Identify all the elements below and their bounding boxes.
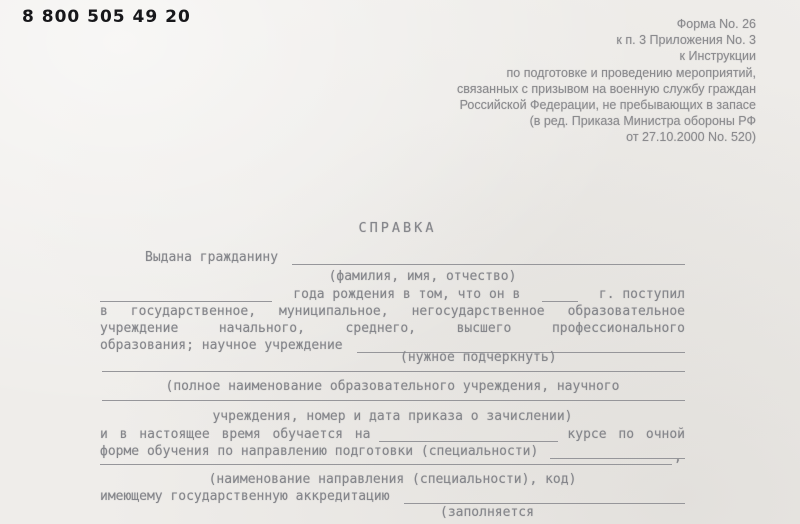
accreditation-blank-field (404, 489, 685, 504)
institution-type-line-1: в государственное, муниципальное, негосударственное образовательное (100, 304, 685, 319)
birth-year-line (100, 287, 685, 304)
institution-type-line-2: учреждение начального, среднего, высшего профессионального (100, 321, 685, 336)
course-line (100, 427, 685, 444)
document-body (100, 0, 685, 524)
specialty-label: форме обучения по направлению подготовки (специальности) (100, 444, 539, 459)
form-header-line: Форма No. 26 (676, 17, 756, 31)
issued-to-label: Выдана гражданину (145, 250, 279, 265)
form-header-line: к Инструкции (679, 49, 756, 64)
phone-number-watermark: 8 800 505 49 20 (22, 7, 191, 27)
institution-name-hint-line-2: учреждения, номер и дата приказа о зачислении) (212, 409, 573, 424)
comma-text: , (674, 450, 682, 465)
institution-name-blank-field-2 (102, 400, 685, 401)
accreditation-label: имеющему государственную аккредитацию (100, 489, 390, 504)
form-header-line: Российской Федерации, не пребывающих в запасе (459, 98, 756, 113)
name-blank-field (292, 250, 685, 265)
fio-hint: (фамилия, имя, отчество) (328, 269, 517, 284)
form-header-line: по подготовке и проведению мероприятий, (506, 65, 756, 80)
form-header-line: (в ред. Приказа Министра обороны РФ (529, 114, 756, 129)
bottom-hint-line (100, 505, 800, 522)
course-blank-field (379, 427, 558, 442)
birth-year-text: года рождения в том, что он в (293, 287, 521, 302)
specialty-hint-line: (наименование направления (специальности), код) (208, 472, 577, 487)
document-title: СПРАВКА (358, 220, 437, 236)
admission-year-blank-field (542, 287, 578, 302)
issued-to-line (100, 250, 685, 267)
form-header-line: от 27.10.2000 No. 520) (626, 130, 756, 145)
institution-name-hint-line-1: (полное наименование образовательного учреждения, научного (165, 379, 620, 394)
underline-hint: (нужное подчеркнуть) (400, 350, 557, 365)
fio-hint-line (100, 269, 715, 286)
form-header-line: связанных с призывом на военную службу граждан (456, 81, 756, 96)
specialty-continuation-line (100, 450, 685, 467)
underline-hint-line (400, 350, 800, 367)
course-text-end: курсе по очной (567, 427, 685, 442)
specialty-blank-field-2 (100, 450, 672, 465)
bottom-hint: (заполняется (440, 505, 534, 520)
institution-name-blank-field (102, 371, 685, 372)
form-header-line: к п. 3 Приложения No. 3 (616, 33, 756, 48)
birth-year-blank-field (100, 287, 272, 302)
accreditation-line (100, 489, 685, 506)
institution-type-label: образования; научное учреждение (100, 338, 343, 353)
admission-text: г. поступил (598, 287, 685, 302)
course-text-start: и в настоящее время обучается на (100, 427, 371, 442)
